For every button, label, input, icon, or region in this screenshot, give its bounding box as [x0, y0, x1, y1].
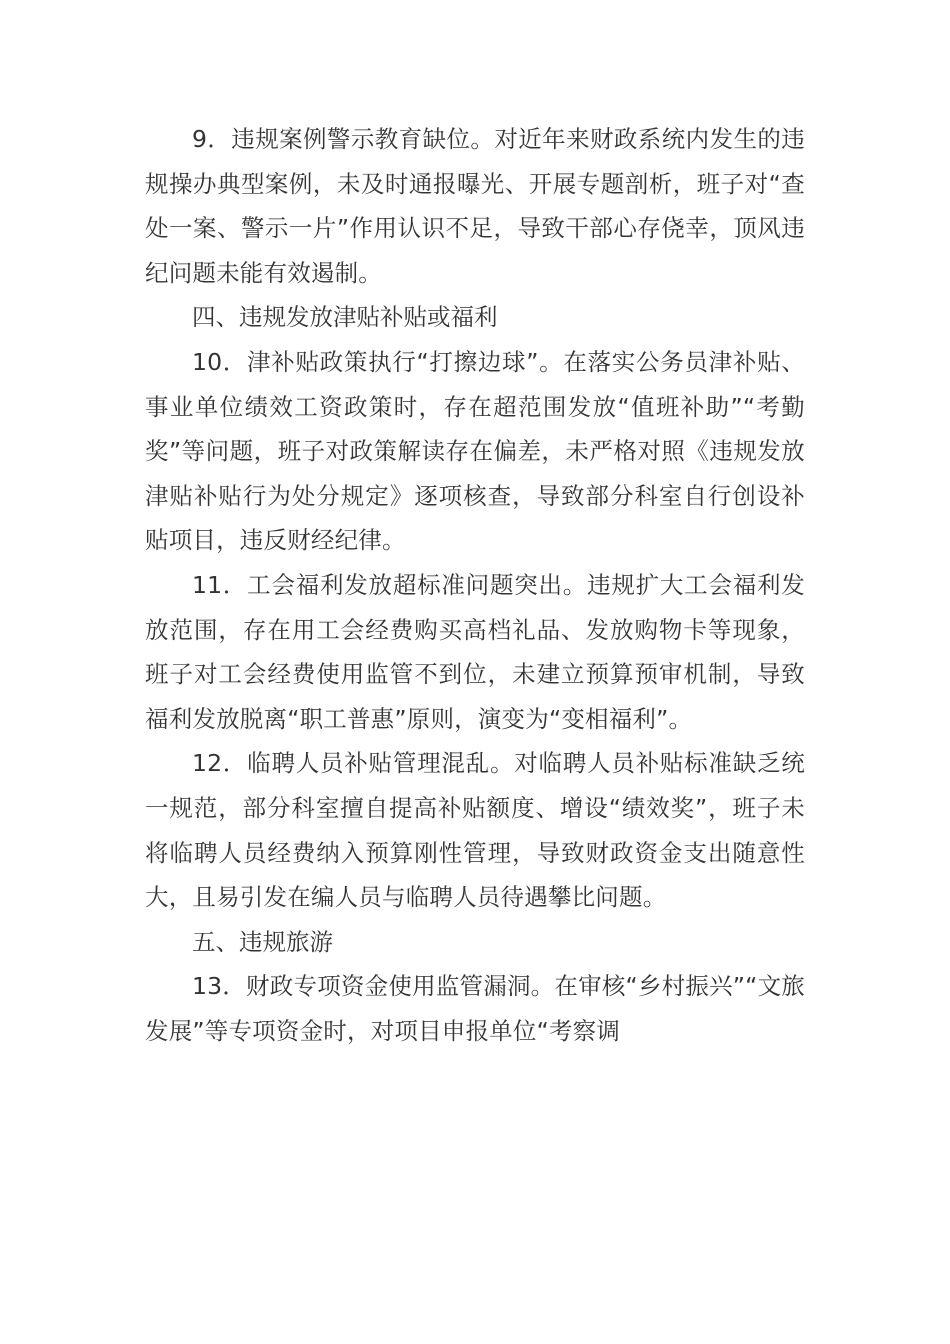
- section-heading-5: 五、违规旅游: [192, 927, 333, 956]
- section-heading-4: 四、违规发放津贴补贴或福利: [192, 303, 498, 332]
- paragraph-item-11: 11．工会福利发放超标准问题突出。违规扩大工会福利发放范围，存在用工会经费购买高档礼品、发放购物卡等现象，班子对工会经费使用监管不到位，未建立预算预审机制，导致福利发放脱离“职工普惠”原则，演变为“变相福利”。: [145, 570, 805, 733]
- paragraph-item-12: 12．临聘人员补贴管理混乱。对临聘人员补贴标准缺乏统一规范，部分科室擅自提高补贴额度、增设“绩效奖”，班子未将临聘人员经费纳入预算刚性管理，导致财政资金支出随意性大，且易引发在编人员与临聘人员待遇攀比问题。: [145, 749, 805, 912]
- document-page: [145, 117, 805, 1053]
- paragraph-item-10: 10．津补贴政策执行“打擦边球”。在落实公务员津补贴、事业单位绩效工资政策时，存在超范围发放“值班补助”“考勤奖”等问题，班子对政策解读存在偏差，未严格对照《违规发放津贴补贴行为处分规定》逐项核查，导致部分科室自行创设补贴项目，违反财经纪律。: [145, 347, 805, 555]
- paragraph-item-13: 13．财政专项资金使用监管漏洞。在审核“乡村振兴”“文旅发展”等专项资金时，对项目申报单位“考察调: [145, 972, 805, 1045]
- paragraph-item-9: 9．违规案例警示教育缺位。对近年来财政系统内发生的违规操办典型案例，未及时通报曝光、开展专题剖析，班子对“查处一案、警示一片”作用认识不足，导致干部心存侥幸，顶风违纪问题未能有效遏制。: [145, 125, 805, 287]
